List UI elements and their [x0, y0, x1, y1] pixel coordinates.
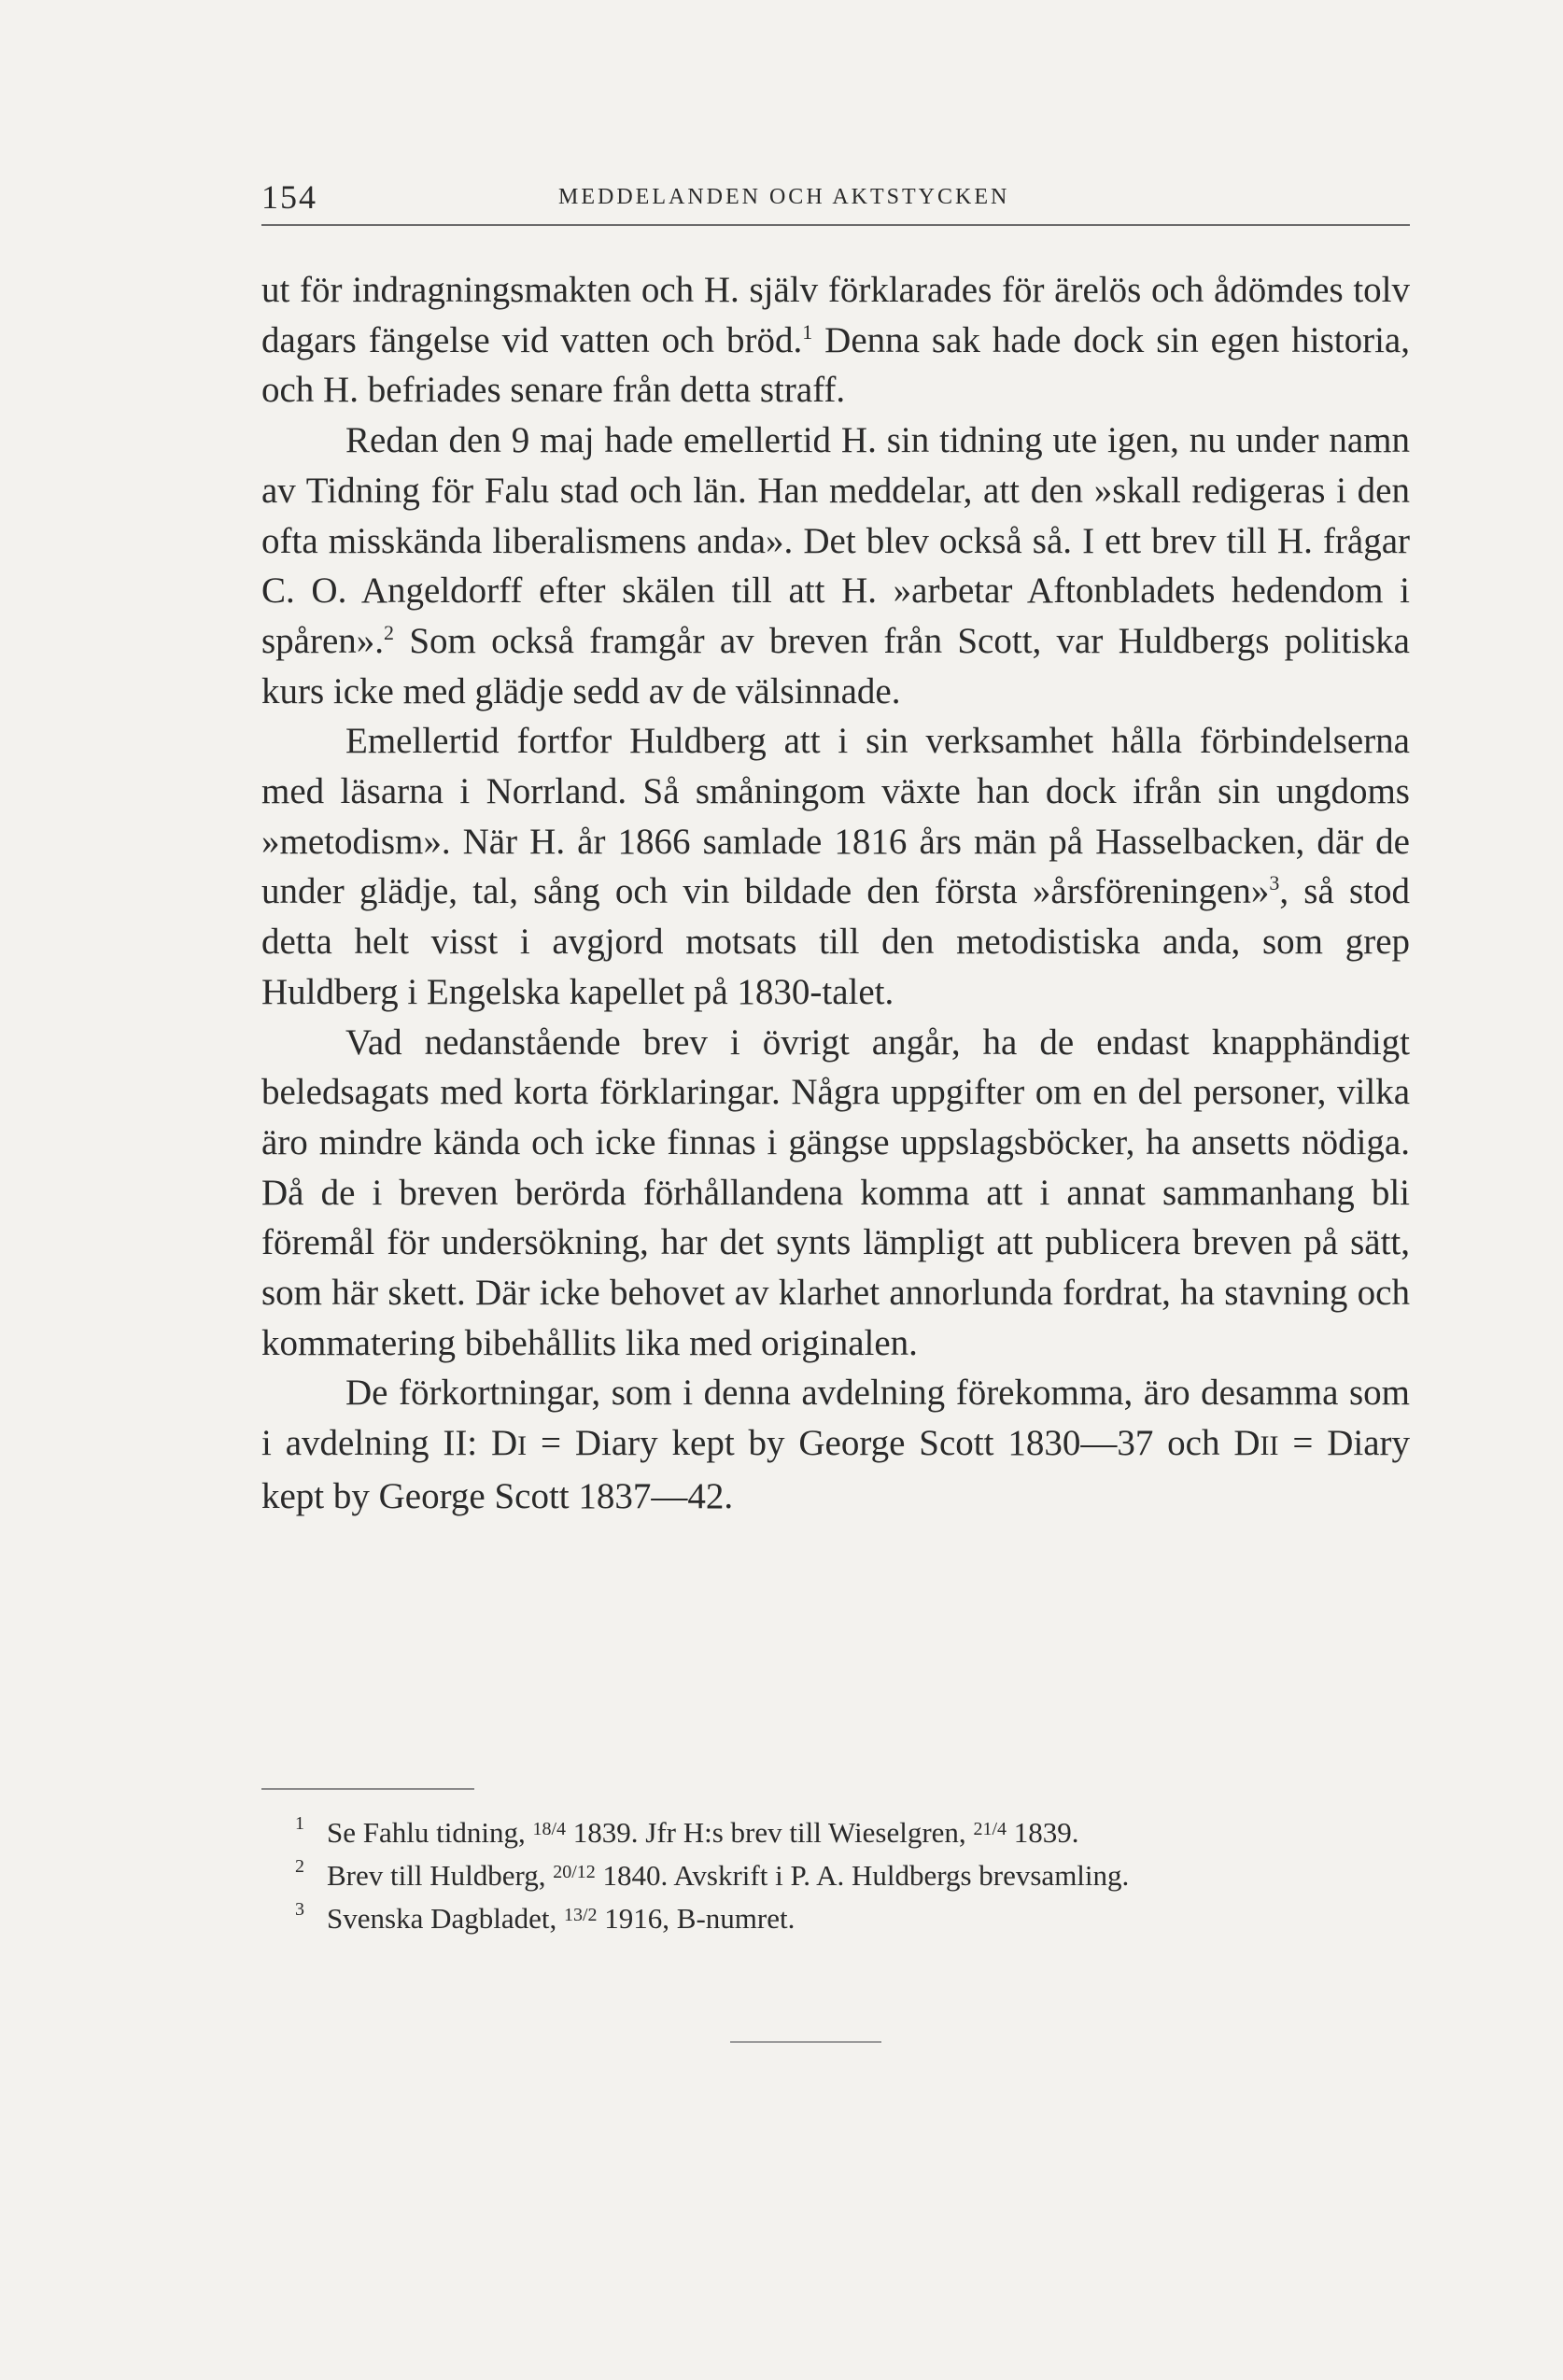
paragraph-5-text-c: = Diary kept by George Scott 1837—42. [261, 1423, 1410, 1516]
section-end-divider [730, 2041, 881, 2043]
footnote-1-date1-month: 4 [556, 1819, 567, 1839]
footnote-ref-3: 3 [1269, 871, 1280, 895]
footnote-1-date1-day: 18 [532, 1819, 552, 1839]
footnotes [295, 1810, 1410, 1938]
footnote-2-text-a: Brev till Huldberg, [327, 1859, 554, 1892]
body-text [261, 265, 1410, 1522]
footnote-1-date2-month: 4 [997, 1819, 1007, 1839]
paragraph-1 [261, 265, 1410, 415]
footnote-ref-2: 2 [384, 620, 395, 644]
footnote-3-date1: 13/2 [563, 1905, 598, 1925]
paragraph-3 [261, 716, 1410, 1017]
footnote-3-text-b: 1916, B-numret. [597, 1902, 796, 1935]
footnote-1-date2-day: 21 [973, 1819, 993, 1839]
footnote-1-date1: 18/4 [532, 1819, 567, 1839]
footnote-3-text-a: Svenska Dagbladet, [327, 1902, 564, 1935]
footnote-ref-1: 1 [802, 319, 813, 344]
footnote-2-number: 2 [295, 1856, 304, 1877]
footnote-3 [295, 1895, 1410, 1938]
footnote-1-date2: 21/4 [973, 1819, 1007, 1839]
footnote-1-text-a: Se Fahlu tidning, [327, 1816, 533, 1849]
footnote-2-text-b: 1840. Avskrift i P. A. Huldbergs brevsamling. [595, 1859, 1130, 1892]
paragraph-3-text-b: , så stod detta helt visst i avgjord motsats till den metodistiska anda, som grep Huldberg i Engelska kapellet på 1830-talet. [261, 871, 1410, 1012]
footnote-2-date1: 20/12 [553, 1862, 596, 1882]
footnote-2 [295, 1852, 1410, 1895]
footnote-1-text-c: 1839. [1007, 1816, 1079, 1849]
abbreviation-d2: II [1260, 1430, 1279, 1462]
footnote-2-date1-month: 12 [576, 1862, 596, 1882]
paragraph-2-text-b: Som också framgår av breven från Scott, var Huldbergs politiska kurs icke med glädje sedd av de välsinnade. [261, 620, 1410, 711]
paragraph-1-text-b: Denna sak hade dock sin egen historia, och H. befriades senare från detta straff. [261, 319, 1410, 411]
running-head: MEDDELANDEN OCH AKTSTYCKEN [558, 185, 1010, 209]
footnote-divider [261, 1788, 474, 1790]
footnote-1-number: 1 [295, 1813, 304, 1834]
abbreviation-d1: I [517, 1430, 528, 1462]
paragraph-5-text-a: De förkortningar, som i denna avdelning förekomma, äro desamma som i avdelning II: D [261, 1373, 1410, 1464]
footnote-2-date1-day: 20 [553, 1862, 572, 1882]
paragraph-2 [261, 415, 1410, 716]
footnote-1-text-b: 1839. Jfr H:s brev till Wieselgren, [566, 1816, 974, 1849]
paragraph-5-text-b: = Diary kept by George Scott 1830—37 och D [527, 1423, 1260, 1464]
page-number: 154 [261, 178, 317, 216]
paragraph-3-text-a: Emellertid fortfor Huldberg att i sin verksamhet hålla förbindelserna med läsarna i Norrland. Så småningom växte han dock ifrån sin ungdoms »metodism». När H. år 1866 samlade 1816 års män på Hasselbacken, där de under glädje, tal, sång och vin bildade den första »årsföreningen» [261, 721, 1410, 912]
footnote-3-date1-month: 2 [587, 1905, 598, 1925]
paragraph-5 [261, 1368, 1410, 1521]
paragraph-4: Vad nedanstående brev i övrigt angår, ha de endast knapphändigt beledsagats med korta förklaringar. Några uppgifter om en del personer, vilka äro mindre kända och icke finnas i gängse uppslagsböcker, ha ansetts nödiga. Då de i breven berörda förhållandena komma att i annat sammanhang bli föremål för undersökning, har det synts lämpligt att publicera breven på sätt, som här skett. Där icke behovet av klarhet annorlunda fordrat, ha stavning och kommatering bibehållits lika med originalen. [261, 1021, 1410, 1363]
footnote-3-number: 3 [295, 1899, 304, 1920]
paragraph-2-text-a: Redan den 9 maj hade emellertid H. sin tidning ute igen, nu under namn av Tidning för Falu stad och län. Han meddelar, att den »skall redigeras i den ofta misskända liberalismens anda». Det blev också så. I ett brev till H. frågar C. O. Angeldorff efter skälen till att H. »arbetar Aftonbladets hedendom i spåren». [261, 420, 1410, 661]
page-header [261, 176, 1410, 226]
paragraph-1-text-a: ut för indragningsmakten och H. själv förklarades för ärelös och ådömdes tolv dagars fängelse vid vatten och bröd. [261, 270, 1410, 360]
footnote-3-date1-day: 13 [563, 1905, 583, 1925]
footnote-1 [295, 1810, 1410, 1852]
